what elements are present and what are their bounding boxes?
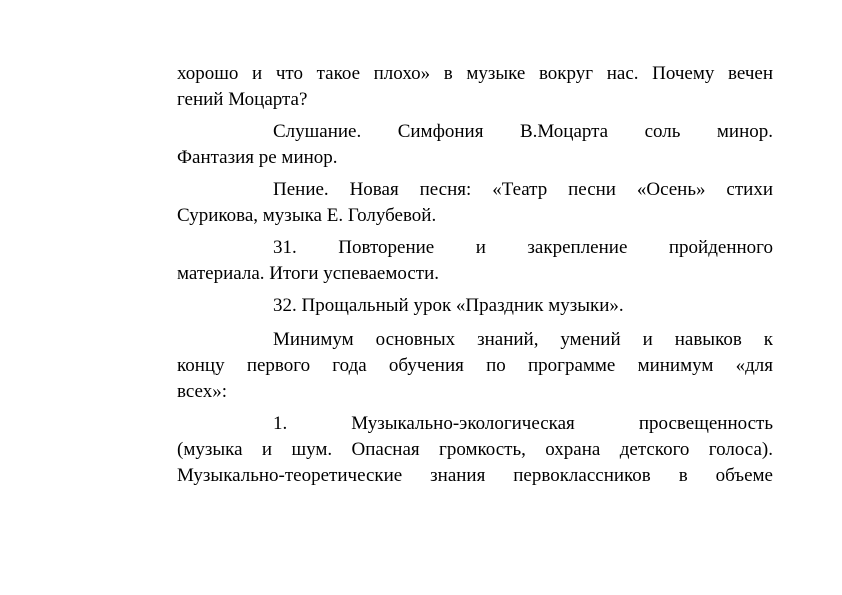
text-line: 1. Музыкально-экологическая просвещенность xyxy=(273,413,773,434)
text-line: Слушание. Симфония В.Моцарта соль минор. xyxy=(273,121,773,142)
text-line: Сурикова, музыка Е. Голубевой. xyxy=(177,205,437,226)
text-line: материала. Итоги успеваемости. xyxy=(177,263,440,284)
text-line: (музыка и шум. Опасная громкость, охрана детского голоса). xyxy=(177,439,773,460)
text-line: 31. Повторение и закрепление пройденного xyxy=(273,237,773,258)
text-line: Минимум основных знаний, умений и навыков к xyxy=(273,329,773,350)
text-line: хорошо и что такое плохо» в музыке вокруг нас. Почему вечен xyxy=(177,63,773,84)
text-line: Пение. Новая песня: «Театр песни «Осень» стихи xyxy=(273,179,773,200)
text-line: Музыкально-теоретические знания первоклассников в объеме xyxy=(177,465,773,486)
text-line: концу первого года обучения по программе минимум «для xyxy=(177,355,773,376)
text-line: Фантазия ре минор. xyxy=(177,147,338,168)
text-line: гений Моцарта? xyxy=(177,89,308,110)
text-line: всех»: xyxy=(177,381,227,402)
text-line: 32. Прощальный урок «Праздник музыки». xyxy=(273,295,624,316)
